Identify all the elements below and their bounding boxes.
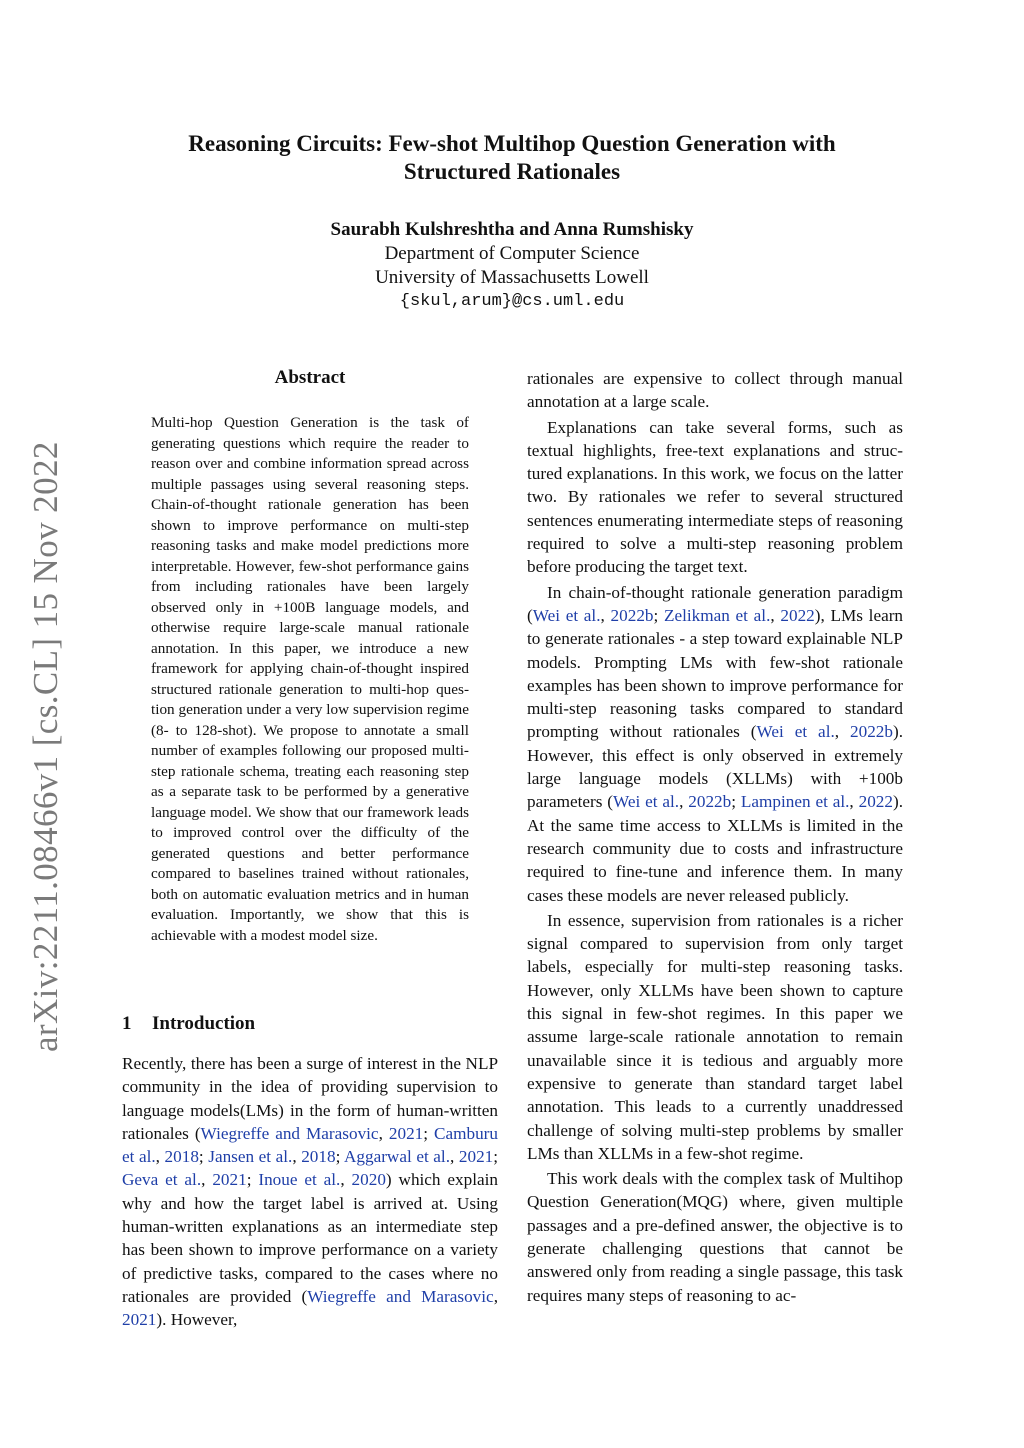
citation-year-link[interactable]: 2021 (212, 1170, 247, 1190)
citation-year-link[interactable]: 2021 (458, 1147, 494, 1167)
citation-year-link[interactable]: 2021 (388, 1123, 424, 1143)
punct: , (450, 1147, 459, 1167)
punct: ; (335, 1147, 344, 1167)
citation-year-link[interactable]: 2022 (858, 792, 893, 812)
punct: ; (198, 1147, 209, 1167)
punct: , (679, 792, 689, 812)
punct: , (201, 1170, 213, 1190)
author-names: Saurabh Kulshreshtha and Anna Rumshisky (330, 219, 694, 240)
citation-year-link[interactable]: 2018 (164, 1147, 199, 1167)
paper-title (120, 130, 904, 186)
intro-paragraph-5: This work deals with the complex task of Multihop Question Generation(MQG) where, given multiple passages and a pre-defined answer, the objective is to generate challenging questions that cannot be answered only from reading a single passage, this task requires many steps of reasoning to ac- (527, 1169, 903, 1305)
abstract-text: Multi-hop Question Generation is the task of generating questions which require the reader to reason over and combine information spread across multiple passages using several reasoning steps. Chain-of-thought rationale generation has been shown to improve performance on multi-step reasoning tasks and make model predictions more interpretable. However, few-shot performance gains from including rationales have been largely observed only in +100B language models, and otherwise require large-scale manual rationale annotation. In this paper, we introduce a new framework for applying chain-of-thought inspired structured rationale generation to multi-hop question generation under a very low supervision regime (8- to 128-shot). We propose to annotate a small number of examples following our proposed multi-step rationale schema, treating each reasoning step as a separate task to be performed by a generative language model. We show that our framework leads to improved control over the difficulty of the generated questions and better performance compared to baselines trained without rationales, both on automatic evaluation metrics and in human evaluation. Importantly, we show that this is achievable with a modest model size. (151, 414, 469, 944)
punct: , (155, 1147, 165, 1167)
punct: , (493, 1286, 498, 1306)
intro-paragraph-3 (527, 581, 903, 907)
punct: , (600, 605, 611, 625)
citation-year-link[interactable]: 2021 (122, 1310, 157, 1330)
right-column-body (527, 367, 903, 1307)
author-email: {skul,arum}@cs.uml.edu (399, 292, 625, 311)
section-number: 1 (122, 1013, 132, 1034)
punct: ; (731, 792, 741, 812)
intro-paragraph-1 (122, 1052, 498, 1332)
citation-year-link[interactable]: 2022b (850, 722, 893, 742)
affiliation-university: University of Massachusetts Lowell (375, 267, 649, 288)
intro-paragraph-1-continued: rationales are expensive to collect through manual annotation at a large scale. (527, 369, 903, 412)
intro-paragraph-2: Explanations can take several forms, such as textual highlights, free-text explanations and structured explanations. In this work, we focus on the latter two. By rationales we refer to several structured sentences enumerating intermediate steps of reasoning required to solve a multi-step reasoning problem before producing the target text. (527, 417, 903, 577)
citation-author: Wiegreffe and Marasovic (200, 1123, 379, 1143)
punct: ; (493, 1147, 499, 1167)
citation-link[interactable]: Aggarwal et al. (343, 1147, 450, 1167)
title-line-2: Structured Rationales (403, 159, 621, 184)
punct: ; (246, 1170, 259, 1190)
author-block (120, 218, 904, 314)
text-run: ). However, (156, 1310, 238, 1330)
punct: ; (653, 605, 664, 625)
text-run: ), LMs learn to generate rationales - a step toward explainable NLP models. Prompting LMs with few-shot rationale examples has been shown to improve performance for multi-step reasoning tasks compared to standard prompting without rationales ( (527, 605, 904, 742)
abstract-heading: Abstract (274, 367, 346, 388)
citation-link[interactable] (201, 1124, 379, 1143)
punct: , (834, 722, 851, 742)
text-run: In chain-of-thought rationale generation paradigm ( (527, 582, 903, 625)
citation-year-link[interactable]: 2022 (780, 605, 815, 625)
citation-link[interactable]: Wei et al. (612, 792, 680, 812)
punct: , (340, 1170, 352, 1190)
citation-link[interactable]: Camburu et al. (122, 1123, 498, 1167)
citation-link[interactable]: Wei et al. (532, 605, 601, 625)
arxiv-stamp: arXiv:2211.08466v1 [cs.CL] 15 Nov 2022 (26, 441, 65, 1052)
citation-year-link[interactable]: 2022b (610, 605, 654, 625)
text-run: Recently, there has been a surge of interest in the NLP community in the idea of providing supervision to language models(LMs) in the form of human-written rationales ( (122, 1054, 498, 1143)
title-line-1: Reasoning Circuits: Few-shot Multihop Question Generation with (188, 131, 836, 156)
citation-year-link[interactable]: 2018 (301, 1147, 336, 1167)
left-column-body (122, 1052, 498, 1332)
punct: ; (423, 1123, 435, 1143)
section-heading-introduction (122, 1012, 502, 1036)
citation-link[interactable]: Lampinen et al. (740, 792, 850, 812)
punct: , (849, 792, 859, 812)
citation-year-link[interactable]: 2022b (688, 792, 732, 812)
citation-link[interactable]: Wei et al. (756, 722, 835, 742)
punct: , (378, 1123, 389, 1143)
punct: , (770, 605, 781, 625)
citation-link[interactable]: Geva et al. (122, 1170, 202, 1190)
citation-link[interactable]: Wiegreffe and Marasovic (307, 1286, 494, 1306)
affiliation-department: Department of Computer Science (384, 243, 640, 264)
citation-link[interactable]: Zelikman et al. (663, 605, 771, 625)
section-title: Introduction (152, 1013, 256, 1034)
citation-year-link[interactable]: 2020 (351, 1170, 386, 1190)
citation-link[interactable]: Inoue et al. (258, 1170, 341, 1190)
punct: , (292, 1147, 302, 1167)
text-run: ). At the same time access to XLLMs is limited in the research community due to costs and infrastructure required to fine-tune and inference them. In many cases these models are never released publicly. (527, 792, 903, 905)
intro-paragraph-4: In essence, supervision from rationales is a richer signal compared to supervision from only target labels, especially for multi-step reasoning tasks. However, only XLLMs have been shown to capture this signal in few-shot regimes. In this paper we assume large-scale rationale annotation to remain unavailable since it is tedious and arguably more expensive to generate than standard target label annotation. This leads to a currently unaddressed challenge of solving multi-step problems by smaller LMs than XLLMs in a few-shot regime. (527, 910, 903, 1163)
citation-link[interactable]: Jansen et al. (208, 1147, 293, 1167)
text-run: ) which explain why and how the target label is arrived at. Using human-written explanations as an intermediate step has been shown to improve performance on a variety of predictive tasks, compared to the cases where no rationales are provided ( (122, 1170, 498, 1306)
text-run: ). However, this effect is only observed in extremely large language models (XLLMs) with +100b parameters ( (527, 722, 904, 812)
